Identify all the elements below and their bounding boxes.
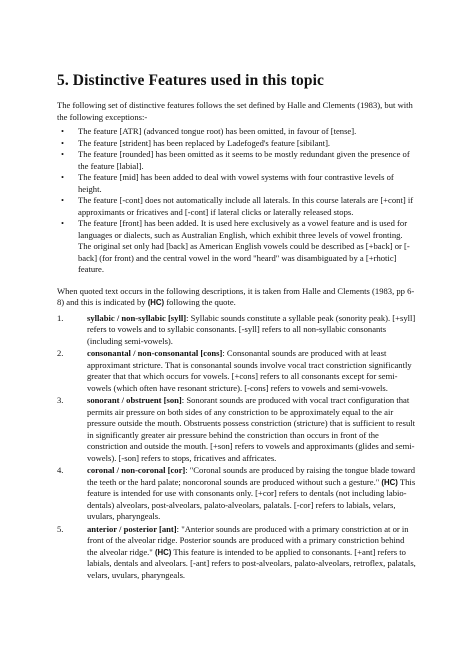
quote-note-text: following the quote. [164, 297, 236, 307]
feature-description-cont: This feature is intended to be applied to consonants. [+ant] refers to labials, dentals and alveolars. [-ant] refers to post-alveolars, palato-alveolars, retroflex, palatals, velars, uvulars, pharyngeals. [87, 546, 416, 580]
feature-item [57, 348, 417, 394]
bullet-icon: • [61, 195, 65, 205]
feature-item [57, 524, 417, 582]
bullet-icon: • [61, 149, 65, 159]
section-heading: 5. Distinctive Features used in this topic [57, 72, 324, 89]
feature-term: coronal / non-coronal [cor] [87, 465, 186, 475]
feature-item [57, 395, 417, 464]
feature-item [57, 465, 417, 523]
feature-item [57, 313, 417, 348]
quote-note-paragraph [57, 286, 417, 309]
feature-description: : Sonorant sounds are produced with vocal tract configuration that permits air pressure on both sides of any constriction to be approximately equal to the air pressure outside the mouth. Obstruents possess constriction (stricture) that is sufficient to result in significantly greater air pressure behind the constriction than occurs in front of the constriction and outside the mouth. [+son] refers to vowels and approximants (glides and semi-vowels). [-son] refers to stops, fricatives and affricates. [87, 395, 416, 463]
bullet-icon: • [61, 126, 65, 136]
feature-term: syllabic / non-syllabic [syll] [87, 312, 187, 323]
feature-term: sonorant / obstruent [son] [87, 395, 182, 405]
exception-text: The feature [front] has been added. It is used here exclusively as a vowel feature and is used for languages or dialects, such as Australian English, which exhibit three levels of vowel fronting. The original set only had [back] as American English vowels could be described as [+back] or [-back] (for front) and the central vowel in the word "heard" was disambiguated by a [+rhotic] feature. [78, 218, 410, 274]
exception-item [57, 195, 417, 218]
bullet-icon: • [61, 172, 65, 182]
exception-text: The feature [ATR] (advanced tongue root) has been omitted, in favour of [tense]. [78, 126, 357, 136]
feature-term: anterior / posterior [ant] [87, 523, 177, 534]
exception-text: The feature [rounded] has been omitted as it seems to be mostly redundant given the presence of the feature [labial]. [78, 149, 410, 171]
feature-number: 3. [57, 395, 64, 405]
hc-marker: (HC) [381, 477, 398, 487]
exception-text: The feature [mid] has been added to deal with vowel systems with four contrastive levels of height. [78, 172, 394, 194]
intro-paragraph: The following set of distinctive features follows the set defined by Halle and Clements (1983), but with the following exceptions:- [57, 100, 413, 122]
feature-description-cont: This feature is intended for use with consonants only. [+cor] refers to dentals (not including labio-dentals) alveolars, post-alveolars, palato-alveolars, palatals. [-cor] refers to labials, velars, uvulars, pharyngeals. [87, 476, 416, 521]
exception-item [57, 149, 417, 172]
exception-item [57, 138, 417, 150]
exception-text: The feature [strident] has been replaced by Ladefoged's feature [sibilant]. [78, 137, 331, 148]
feature-term: consonantal / non-consonantal [cons] [87, 348, 223, 358]
exception-text: The feature [-cont] does not automatically include all laterals. In this course laterals are [+cont] if approximants or fricatives and [-cont] if lateral clicks or laterally released stops. [78, 195, 414, 217]
feature-number: 2. [57, 348, 64, 358]
feature-description: : "Coronal sounds are produced by raising the tongue blade toward the teeth or the hard palate; noncoronal sounds are produced without such a gesture." [87, 465, 416, 487]
feature-description: : Syllabic sounds constitute a syllable peak (sonority peak). [+syll] refers to vowels and to syllabic consonants. [-syll] refers to all non-syllabic consonants (including semi-vowels). [87, 312, 416, 346]
exceptions-list [57, 126, 417, 276]
feature-description: : "Anterior sounds are produced with a primary constriction at or in front of the alveolar ridge. Posterior sounds are produced with a primary constriction behind the alveolar ridge." [87, 523, 409, 557]
bullet-icon: • [61, 218, 65, 228]
hc-marker: (HC) [154, 547, 172, 557]
feature-description: : Consonantal sounds are produced with at least approximant stricture. That is consonantal sounds involve vocal tract constriction significantly greater that that which occurs for vowels. [+cons] refers to all consonants except for semi-vowels (which often have resonant stricture). [-cons] refers to vowels and semi-vowels. [87, 348, 412, 393]
exception-item [57, 172, 417, 195]
feature-number: 4. [57, 465, 64, 475]
feature-number: 5. [57, 523, 64, 534]
bullet-icon: • [61, 137, 65, 148]
features-list [57, 313, 417, 582]
quote-note-text: When quoted text occurs in the following descriptions, it is taken from Halle and Clements (1983, pp 6-8) and this is indicated by [57, 285, 415, 307]
section-body [57, 100, 417, 582]
hc-marker: (HC) [147, 298, 165, 307]
feature-number: 1. [57, 312, 64, 323]
exception-item [57, 218, 417, 276]
exception-item [57, 126, 417, 138]
